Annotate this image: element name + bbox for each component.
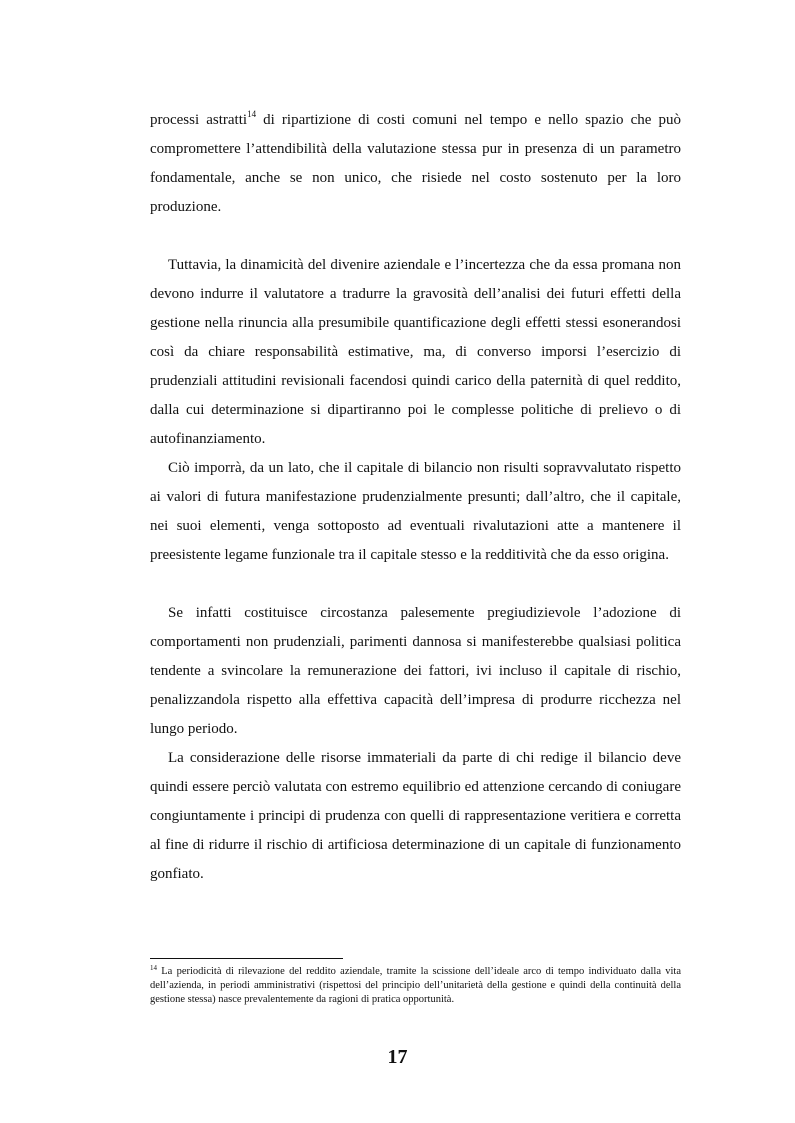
paragraph-spacer bbox=[150, 570, 681, 599]
footnote-marker: 14 bbox=[150, 964, 157, 972]
footnote-reference-14: 14 bbox=[247, 109, 257, 119]
paragraph-1-text-end: di ripartizione di costi comuni nel tempo e nello spazio che può compromettere l’attendibilità della valutazione stessa pur in presenza di un parametro fondamentale, anche se non unico, che risiede nel costo sostenuto per la loro produzione. bbox=[150, 112, 681, 215]
paragraph-spacer bbox=[150, 222, 681, 251]
paragraph-1 bbox=[150, 106, 681, 222]
footnote-14 bbox=[150, 965, 681, 1007]
paragraph-4: Se infatti costituisce circostanza palesemente pregiudizievole l’adozione di comportamenti non prudenziali, parimenti dannosa si manifesterebbe qualsiasi politica tendente a svincolare la remunerazione dei fattori, ivi incluso il capitale di rischio, penalizzandola rispetto alla effettiva capacità dell’impresa di produrre ricchezza nel lungo periodo. bbox=[150, 605, 681, 737]
paragraph-2: Tuttavia, la dinamicità del divenire aziendale e l’incertezza che da essa promana non devono indurre il valutatore a tradurre la gravosità dell’analisi dei futuri effetti della gestione nella rinuncia alla presumibile quantificazione degli effetti stessi esonerandosi così da chiare responsabilità estimative, ma, di converso imporsi l’esercizio di prudenziali attitudini revisionali facendosi quindi carico della paternità di quel reddito, dalla cui determinazione si dipartiranno poi le complesse politiche di prelievo o di autofinanziamento. bbox=[150, 257, 681, 447]
footnote-text: La periodicità di rilevazione del reddito aziendale, tramite la scissione dell’ideale arco di tempo individuato dalla vita dell’azienda, in periodi amministrativi (rispettosi del principio dell’unitarietà della gestione e quindi della continuità della gestione stessa) nasce prevalentemente da ragioni di pratica opportunità. bbox=[150, 966, 681, 1005]
page-body bbox=[150, 106, 681, 889]
paragraph-5: La considerazione delle risorse immateriali da parte di chi redige il bilancio deve quindi essere perciò valutata con estremo equilibrio ed attenzione cercando di coniugare congiuntamente i principi di prudenza con quelli di rappresentazione veritiera e corretta al fine di ridurre il rischio di artificiosa determinazione di un capitale di funzionamento gonfiato. bbox=[150, 750, 681, 882]
footnote-divider bbox=[150, 958, 343, 959]
page-number: 17 bbox=[387, 1046, 408, 1068]
paragraph-1-text-start: processi astratti bbox=[150, 112, 248, 128]
paragraph-3: Ciò imporrà, da un lato, che il capitale di bilancio non risulti sopravvalutato rispetto ai valori di futura manifestazione prudenzialmente presunti; dall’altro, che il capitale, nei suoi elementi, venga sottoposto ad eventuali rivalutazioni atte a mantenere il preesistente legame funzionale tra il capitale stesso e la redditività che da esso origina. bbox=[150, 460, 681, 563]
